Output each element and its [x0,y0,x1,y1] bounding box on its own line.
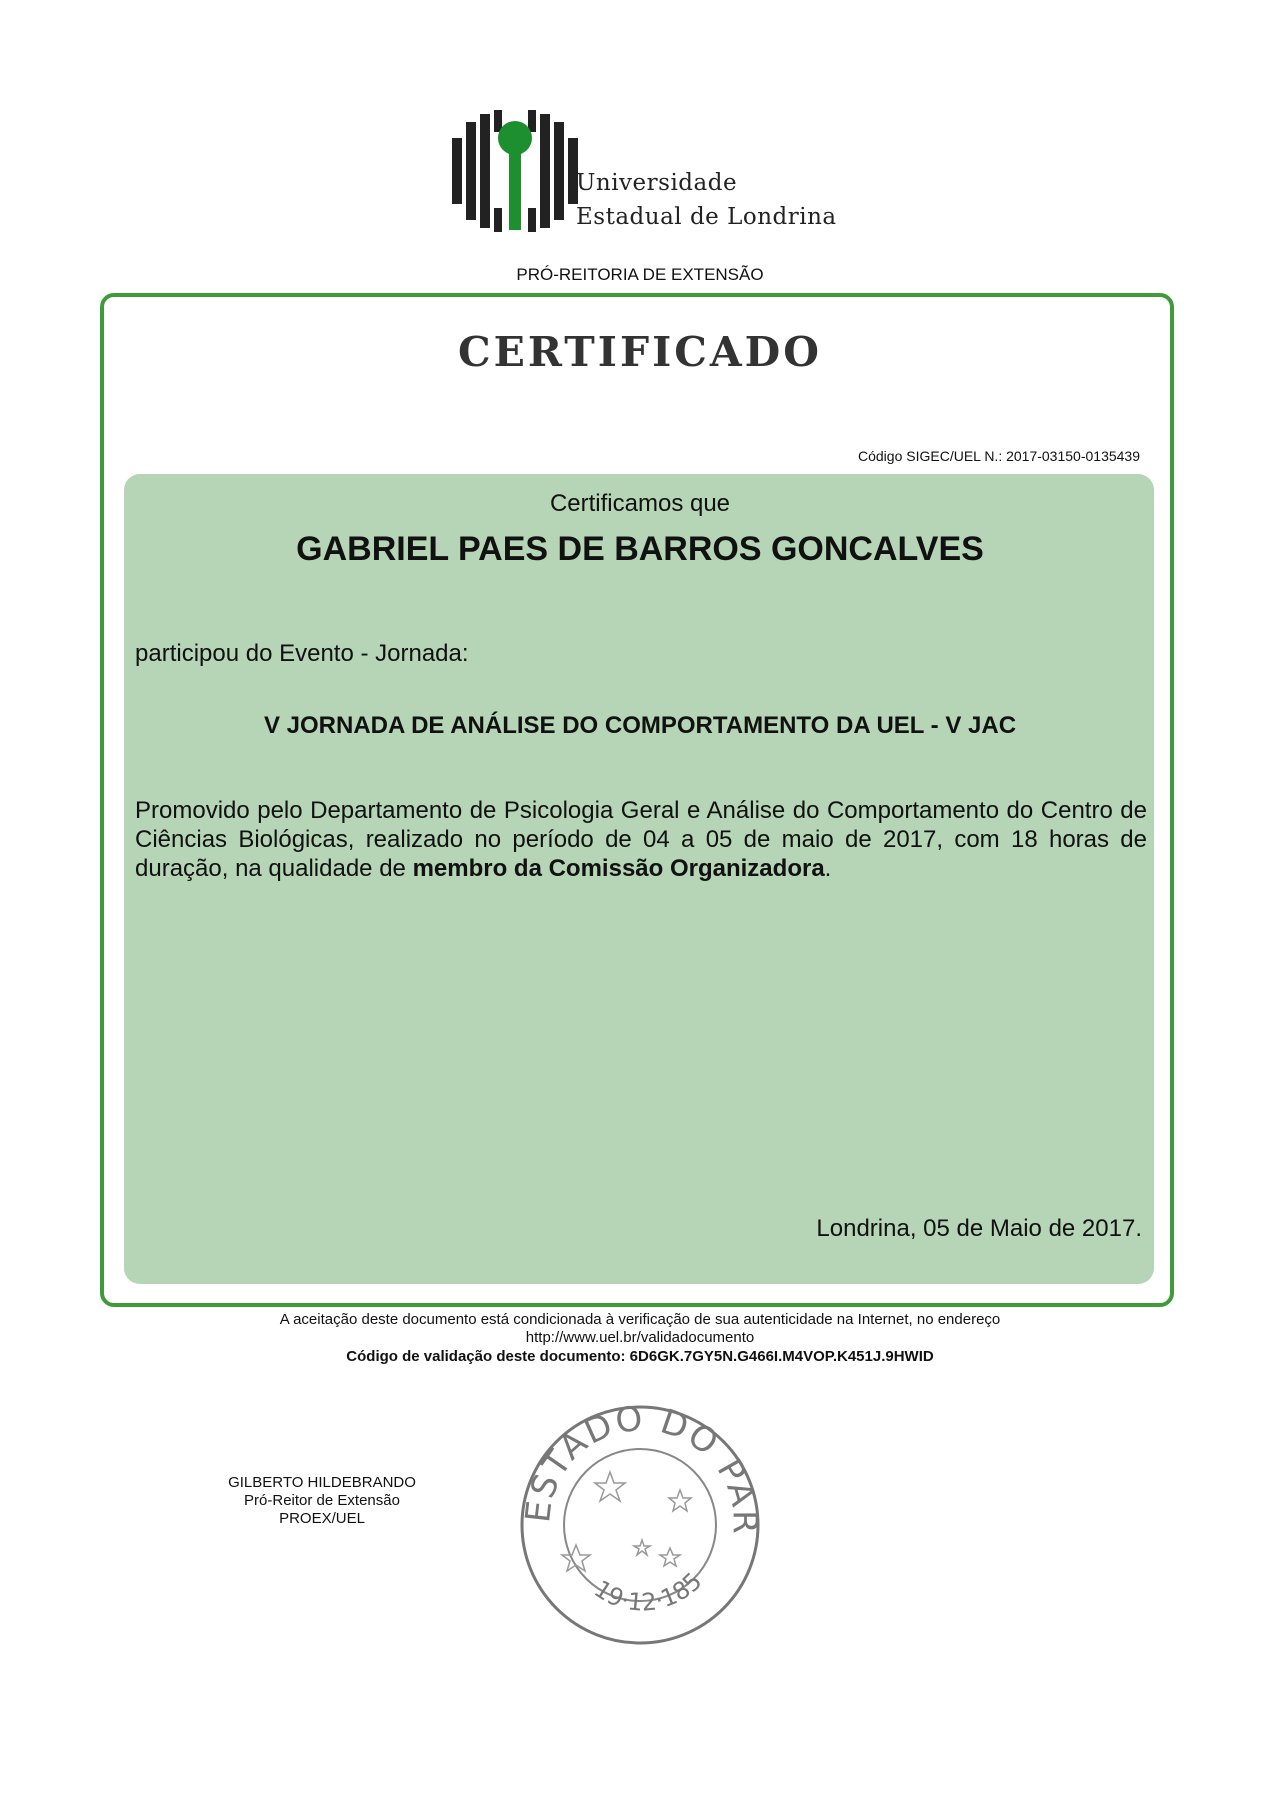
certificate-body [135,796,1147,883]
validation-code: Código de validação deste documento: 6D6GK.7GY5N.G466I.M4VOP.K451J.9HWID [346,1348,934,1365]
event-name: V JORNADA DE ANÁLISE DO COMPORTAMENTO DA UEL - V JAC [263,712,1017,739]
body-text-suffix: . [824,855,832,882]
place-date: Londrina, 05 de Maio de 2017. [816,1215,1142,1242]
participation-text: participou do Evento - Jornada: [135,640,469,667]
body-text-role: membro da Comissão Organizadora [412,855,825,882]
logo-text-line2: Estadual de Londrina [576,204,837,230]
seal-date: 19·12·185 [589,1567,708,1617]
signatory-name: GILBERTO HILDEBRANDO [228,1474,416,1491]
svg-text:ESTADO DO PARANÁ [510,1390,765,1534]
body-text-prefix: Promovido pelo Departamento de Psicologia Geral e Análise do Comportamento do Centro de Ciências Biológicas, realizado no período de 04 a 05 de maio de 2017, com 18 horas de duração, na qualidade de [135,797,1147,882]
seal-text: ESTADO DO PAR [518,1398,765,1535]
intro-text: Certificamos que [549,490,731,517]
validation-url[interactable]: http://www.uel.br/validadocumento [525,1329,755,1346]
validation-notice: A aceitação deste documento está condicionada à verificação de sua autenticidade na Internet, no endereço [279,1311,1001,1328]
certificate-title: certificado [458,312,822,380]
signatory-role: Pró-Reitor de Extensão [244,1492,400,1509]
pro-reitoria-heading: PRÓ-REITORIA DE EXTENSÃO [516,265,764,284]
signatory-org: PROEX/UEL [279,1510,365,1527]
seal-stars-icon [562,1472,691,1571]
sigec-code: Código SIGEC/UEL N.: 2017-03150-0135439 [858,448,1140,464]
logo-text-line1: Universidade [576,170,738,196]
state-seal [510,1390,770,1650]
recipient-name: GABRIEL PAES DE BARROS GONCALVES [296,530,984,568]
